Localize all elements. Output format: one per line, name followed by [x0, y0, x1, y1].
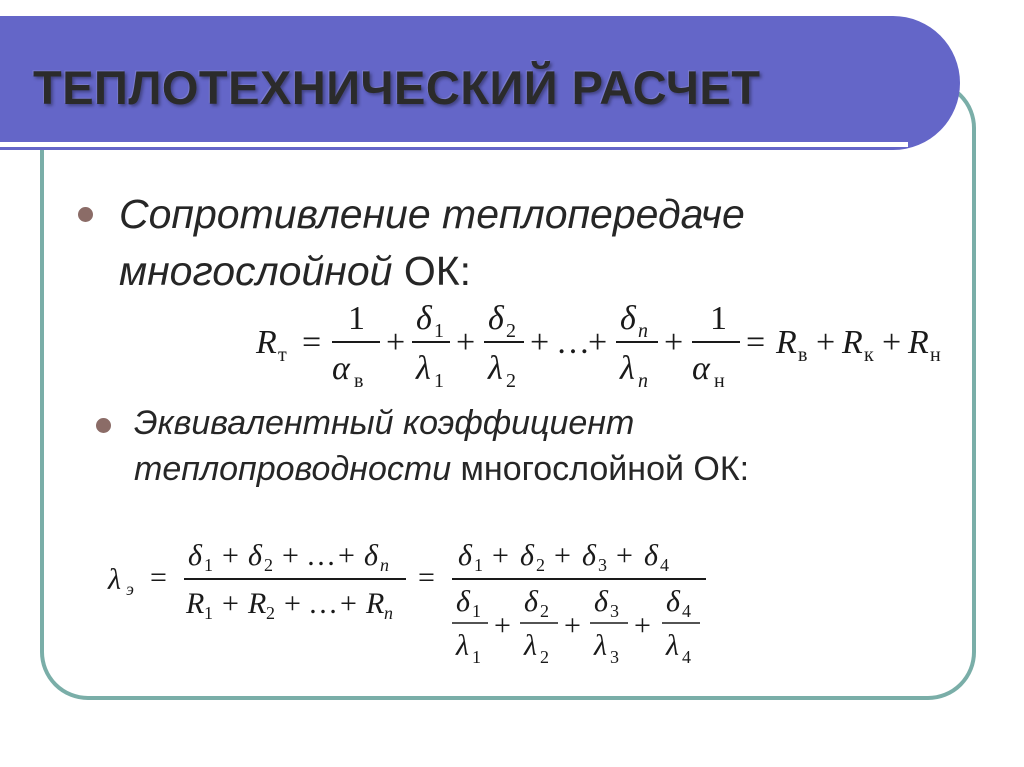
f1-lhs-sub: т — [278, 344, 287, 366]
f2-d1-r-1: R — [186, 587, 205, 620]
f1-plus-6: + — [816, 324, 836, 361]
f2-n1-delta-n: δ — [364, 539, 378, 572]
bullet-equivalent-conductivity — [96, 400, 749, 492]
f1-eq-2: = — [746, 324, 766, 361]
f2-lhs: λ — [108, 563, 121, 596]
f1-lambda-2-sub: 2 — [506, 370, 516, 392]
f1-rn: R — [908, 324, 929, 361]
bullet-heat-transfer-resistance — [78, 186, 745, 300]
f1-lambda-2: λ — [488, 350, 503, 387]
f1-eq-1: = — [302, 324, 322, 361]
f1-plus-2: + — [456, 324, 476, 361]
bullet-dot — [96, 418, 111, 433]
f2-n2-delta-4: δ — [644, 539, 658, 572]
f1-plus-4: + — [588, 324, 608, 361]
bullet-1-line-1: Сопротивление теплопередаче — [119, 191, 745, 237]
f1-lambda-1-sub: 1 — [434, 370, 444, 392]
formula-resistance — [250, 295, 960, 395]
f2-n1-sub-n: n — [380, 555, 389, 575]
f1-delta-n: δ — [620, 300, 636, 337]
f2-n2-sub-1: 1 — [474, 555, 483, 575]
f2-d1-sub-2: 2 — [266, 603, 275, 623]
f1-delta-1: δ — [416, 300, 432, 337]
f1-lambda-n-sub: n — [638, 370, 648, 392]
f2-d1-plus-3: + — [340, 587, 357, 620]
f2-d2-lambda-sub-3: 3 — [610, 647, 619, 667]
f2-d2-delta-3: δ — [594, 585, 608, 618]
f2-d1-r-2: R — [248, 587, 267, 620]
f2-d2-lambda-sub-1: 1 — [472, 647, 481, 667]
f2-d2-plus-1: + — [494, 609, 511, 642]
f1-num-one-1: 1 — [348, 300, 365, 337]
bullet-dot — [78, 207, 93, 222]
f2-n2-sub-2: 2 — [536, 555, 545, 575]
f2-d2-delta-1: δ — [456, 585, 470, 618]
f2-n1-plus-3: + — [338, 539, 355, 572]
bullet-2-rest: многослойной ОК: — [451, 450, 750, 488]
f2-d2-delta-sub-4: 4 — [682, 601, 691, 621]
bullet-1-rest: ОК: — [392, 248, 471, 294]
f1-lhs: R — [256, 324, 277, 361]
f2-d2-plus-2: + — [564, 609, 581, 642]
f2-n1-delta-2: δ — [248, 539, 262, 572]
f1-plus-1: + — [386, 324, 406, 361]
f1-delta-2: δ — [488, 300, 504, 337]
f1-delta-2-sub: 2 — [506, 320, 516, 342]
f2-n2-delta-3: δ — [582, 539, 596, 572]
f2-n1-sub-2: 2 — [264, 555, 273, 575]
f2-eq-1: = — [150, 561, 167, 594]
f2-d1-sub-n: n — [384, 603, 393, 623]
f1-plus-3: + — [530, 324, 550, 361]
f1-plus-7: + — [882, 324, 902, 361]
f1-alpha-in-sub: в — [354, 370, 364, 392]
f1-delta-n-sub: n — [638, 320, 648, 342]
f1-alpha-out-sub: н — [714, 370, 725, 392]
f2-n1-plus-1: + — [222, 539, 239, 572]
f2-n1-sub-1: 1 — [204, 555, 213, 575]
f2-d1-plus-1: + — [222, 587, 239, 620]
f1-alpha-out: α — [692, 350, 710, 387]
f1-rk: R — [842, 324, 863, 361]
f2-n2-plus-1: + — [492, 539, 509, 572]
f1-rk-sub: к — [864, 344, 874, 366]
f2-lhs-sub: э — [126, 579, 134, 599]
title-bar — [0, 16, 960, 150]
bullet-1-line-2 — [78, 243, 745, 300]
bullet-2-line-2 — [96, 446, 749, 492]
f2-n2-delta-1: δ — [458, 539, 472, 572]
f2-n2-delta-2: δ — [520, 539, 534, 572]
f1-rn-sub: н — [930, 344, 941, 366]
f1-num-one-2: 1 — [710, 300, 727, 337]
f2-d2-lambda-sub-2: 2 — [540, 647, 549, 667]
f2-d1-sub-1: 1 — [204, 603, 213, 623]
bullet-2-italic-word: теплопроводности — [134, 450, 452, 488]
f1-rv-sub: в — [798, 344, 808, 366]
f2-d2-delta-sub-3: 3 — [610, 601, 619, 621]
f2-d2-lambda-4: λ — [666, 629, 679, 662]
f2-n2-sub-3: 3 — [598, 555, 607, 575]
bullet-2-line-1: Эквивалентный коэффициент — [134, 404, 635, 442]
f2-n2-plus-3: + — [616, 539, 633, 572]
f1-alpha-in: α — [332, 350, 350, 387]
f1-lambda-n: λ — [620, 350, 635, 387]
f2-d2-lambda-3: λ — [594, 629, 607, 662]
f2-d1-dots: … — [308, 587, 338, 620]
f2-d2-plus-3: + — [634, 609, 651, 642]
bullet-1-italic-word: многослойной — [119, 248, 393, 294]
f2-d2-delta-sub-1: 1 — [472, 601, 481, 621]
f2-d2-lambda-2: λ — [524, 629, 537, 662]
f1-dots: … — [556, 324, 590, 361]
f2-n1-delta-1: δ — [188, 539, 202, 572]
title-underline — [0, 142, 908, 147]
f2-d2-delta-sub-2: 2 — [540, 601, 549, 621]
formula-equivalent-conductivity — [100, 525, 720, 685]
f2-eq-2: = — [418, 561, 435, 594]
f1-plus-5: + — [664, 324, 684, 361]
f2-d2-delta-4: δ — [666, 585, 680, 618]
f2-d1-r-n: R — [366, 587, 385, 620]
f2-n2-plus-2: + — [554, 539, 571, 572]
f2-d2-lambda-1: λ — [456, 629, 469, 662]
f1-delta-1-sub: 1 — [434, 320, 444, 342]
f2-d1-plus-2: + — [284, 587, 301, 620]
f2-d2-delta-2: δ — [524, 585, 538, 618]
slide-title: ТЕПЛОТЕХНИЧЕСКИЙ РАСЧЕТ — [33, 61, 761, 114]
f2-n2-sub-4: 4 — [660, 555, 669, 575]
f2-n1-plus-2: + — [282, 539, 299, 572]
f1-rv: R — [776, 324, 797, 361]
f2-d2-lambda-sub-4: 4 — [682, 647, 691, 667]
f1-lambda-1: λ — [416, 350, 431, 387]
f2-n1-dots: … — [306, 539, 336, 572]
